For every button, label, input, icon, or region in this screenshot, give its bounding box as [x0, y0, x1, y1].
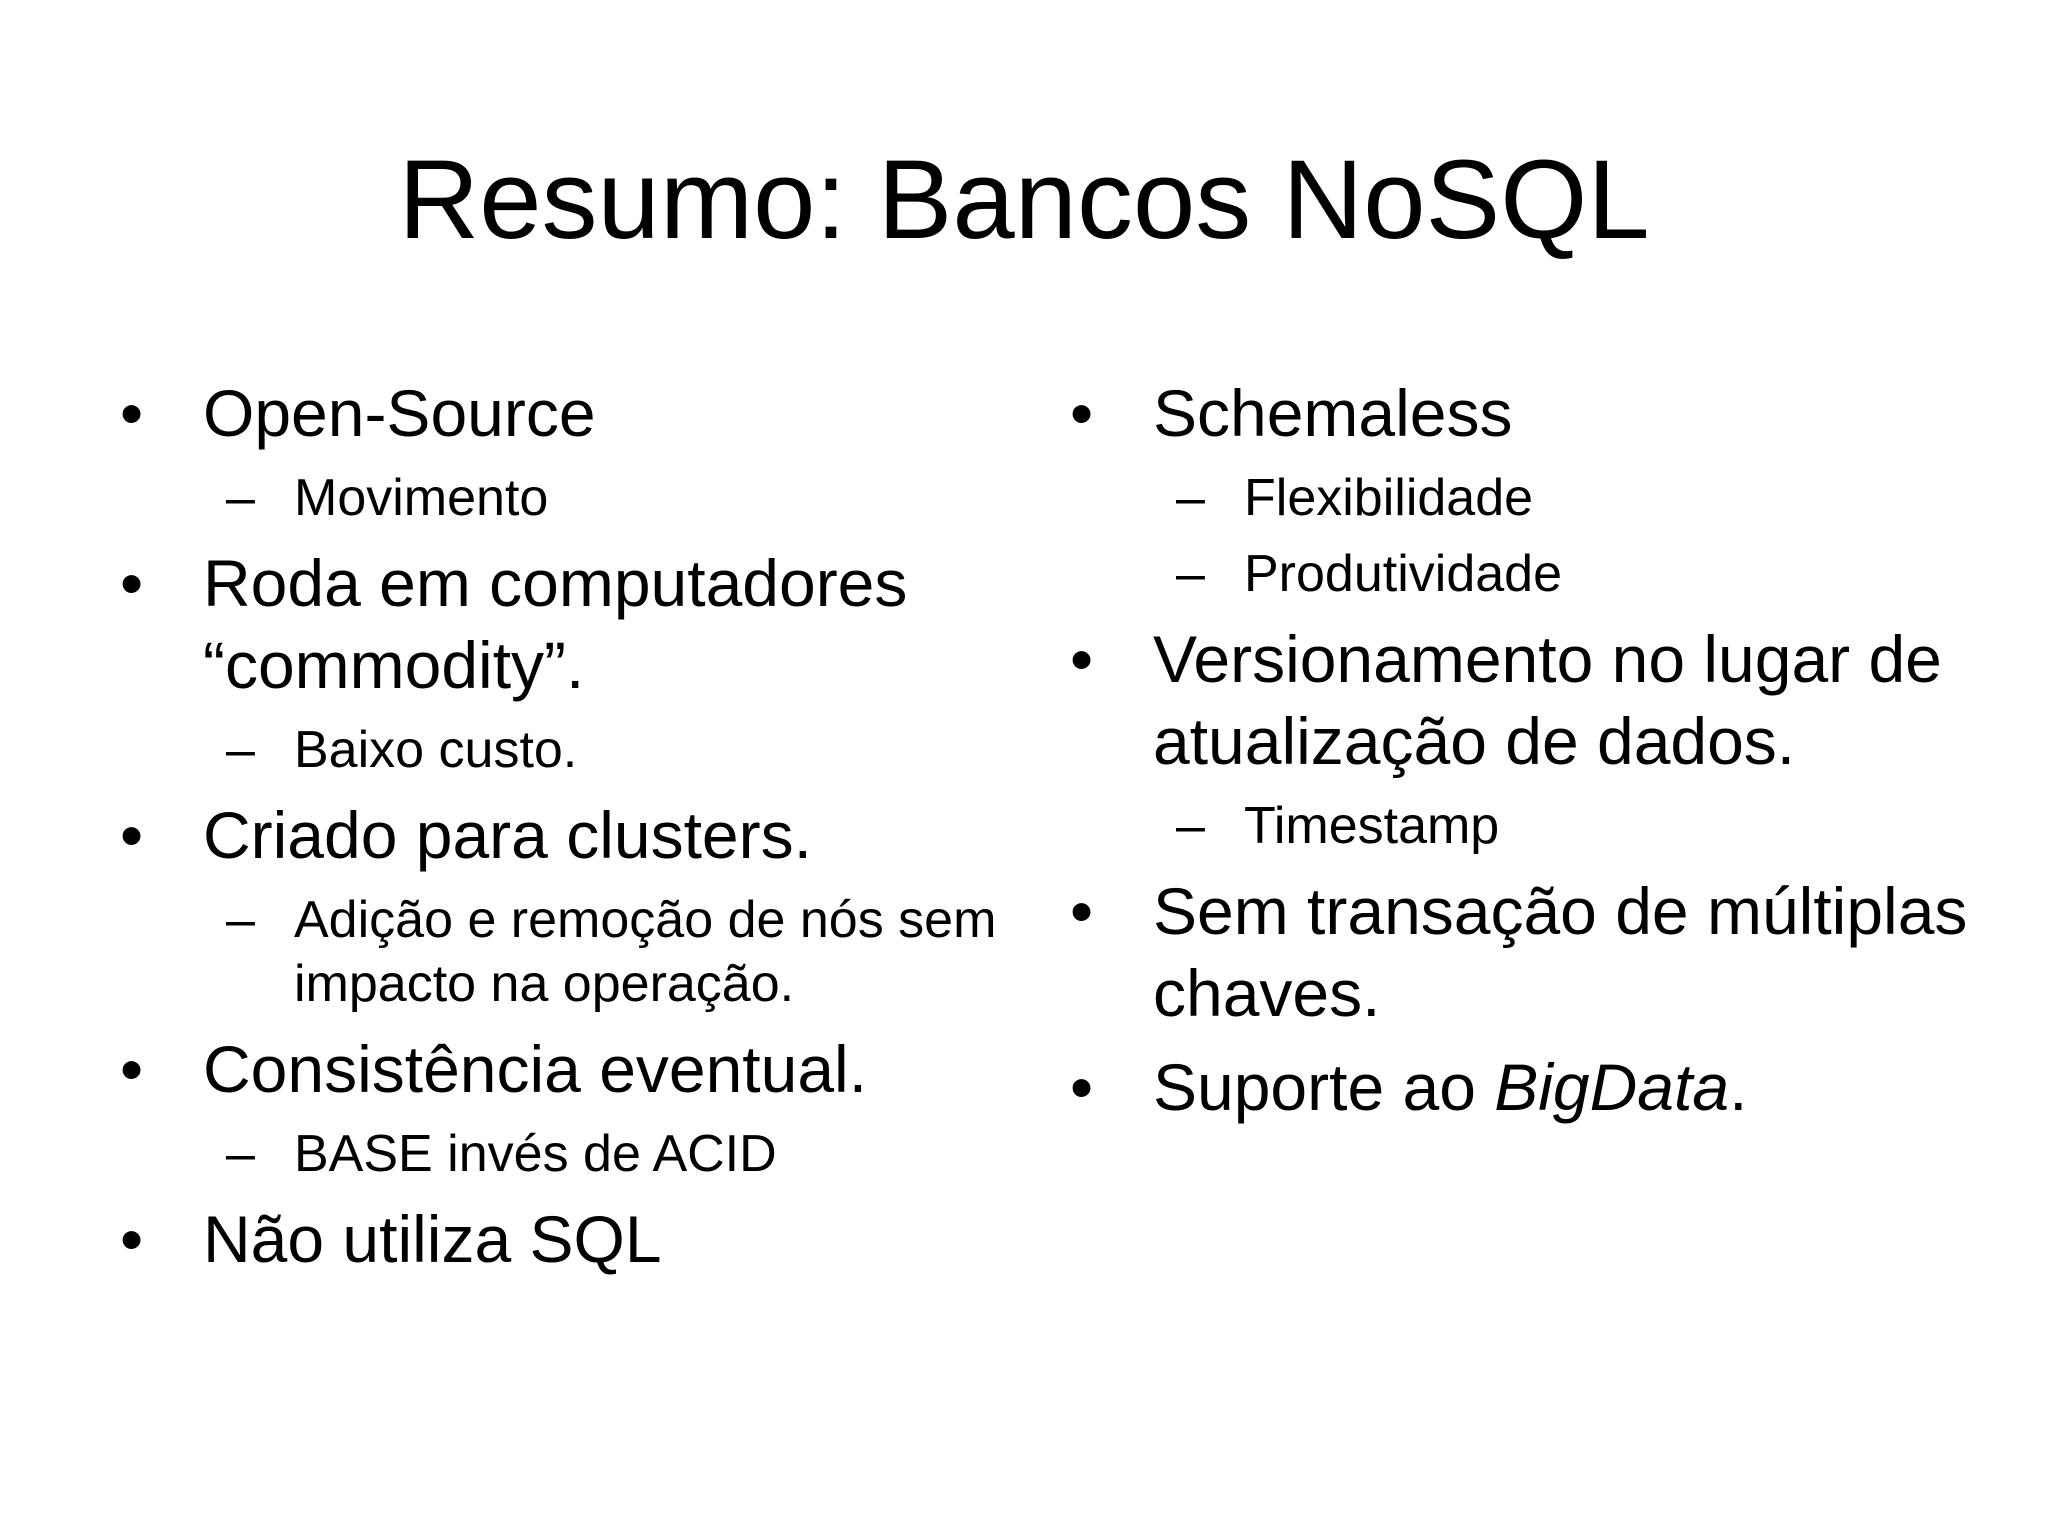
sub-item-text: Movimento — [294, 469, 549, 527]
dash-icon: – — [1176, 469, 1205, 527]
bullet-icon: • — [120, 376, 144, 450]
sub-item-text: Timestamp — [1244, 797, 1500, 855]
bullet-icon: • — [1070, 622, 1094, 696]
dash-icon: – — [1176, 797, 1205, 855]
bullet-icon: • — [120, 546, 144, 620]
bullet-item — [1070, 870, 1970, 1034]
sub-item — [120, 1122, 1000, 1186]
bullet-text: Schemaless — [1153, 376, 1513, 450]
sub-item-text: Flexibilidade — [1244, 469, 1534, 527]
bullet-icon: • — [120, 798, 144, 872]
bullet-item — [120, 794, 1000, 876]
bullet-item — [1070, 372, 1970, 454]
bullet-item — [120, 372, 1000, 454]
bullet-item — [120, 1198, 1000, 1280]
dash-icon: – — [226, 891, 255, 949]
bullet-text: Roda em computadores “commodity”. — [203, 546, 908, 702]
bullet-text — [1153, 1050, 1747, 1124]
bullet-text: Não utiliza SQL — [203, 1202, 662, 1276]
sub-item — [1070, 466, 1970, 530]
bullet-icon: • — [1070, 874, 1094, 948]
sub-item — [120, 888, 1000, 1016]
sub-item — [120, 466, 1000, 530]
dash-icon: – — [226, 1125, 255, 1183]
dash-icon: – — [226, 469, 255, 527]
slide-title: Resumo: Bancos NoSQL — [398, 137, 1650, 262]
bullet-text: Open-Source — [203, 376, 596, 450]
sub-item-text: Adição e remoção de nós sem impacto na operação. — [294, 891, 997, 1013]
sub-item — [120, 718, 1000, 782]
bullet-icon: • — [120, 1032, 144, 1106]
sub-item — [1070, 542, 1970, 606]
bullet-item — [120, 1028, 1000, 1110]
bullet-text: Sem transação de múltiplas chaves. — [1153, 874, 1968, 1030]
bullet-item — [1070, 618, 1970, 782]
sub-item — [1070, 794, 1970, 858]
bullet-text-prefix: Suporte ao — [1153, 1050, 1495, 1124]
left-column — [120, 360, 1000, 1280]
bullet-text-italic: BigData — [1494, 1050, 1730, 1124]
dash-icon: – — [1176, 545, 1205, 603]
bullet-text: Versionamento no lugar de atualização de dados. — [1153, 622, 1942, 778]
bullet-text-suffix: . — [1729, 1050, 1748, 1124]
sub-item-text: BASE invés de ACID — [294, 1125, 777, 1183]
bullet-icon: • — [120, 1202, 144, 1276]
bullet-icon: • — [1070, 376, 1094, 450]
bullet-text: Consistência eventual. — [203, 1032, 868, 1106]
dash-icon: – — [226, 721, 255, 779]
bullet-text: Criado para clusters. — [203, 798, 812, 872]
sub-item-text: Produtividade — [1244, 545, 1562, 603]
bullet-item — [120, 542, 1000, 706]
bullet-item — [1070, 1046, 1970, 1128]
bullet-icon: • — [1070, 1050, 1094, 1124]
right-column — [1070, 360, 1970, 1128]
sub-item-text: Baixo custo. — [294, 721, 578, 779]
